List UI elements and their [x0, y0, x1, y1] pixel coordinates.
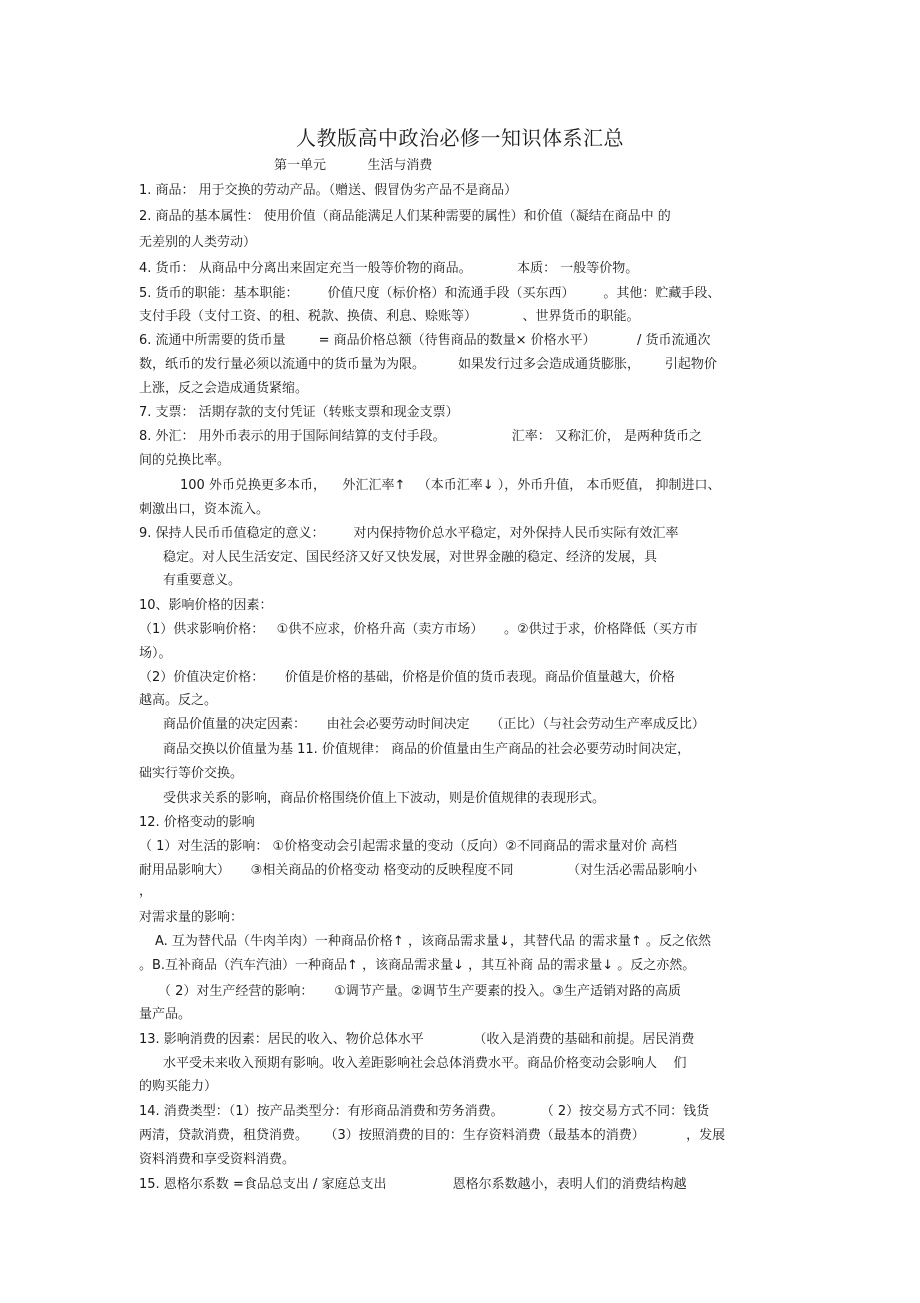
text-line: 数，纸币的发行量必须以流通中的货币量为为限。 如果发行过多会造成通货膨胀， 引起物价 [139, 357, 717, 372]
text-line: 商品交换以价值量为基 11. 价值规律： 商品的价值量由生产商品的社会必要劳动时间决定， [163, 742, 691, 757]
text-line: 8. 外汇： 用外币表示的用于国际间结算的支付手段。 汇率： 又称汇价， 是两种货币之 [139, 429, 703, 444]
text-line: 15. 恩格尔系数 =食品总支出 / 家庭总支出 恩格尔系数越小，表明人们的消费结构越 [139, 1177, 687, 1192]
text-line: 商品价值量的决定因素： 由社会必要劳动时间决定 （正比）（与社会劳动生产率成反比） [163, 717, 705, 732]
text-line: （ 2）对生产经营的影响： ①调节产量。②调节生产要素的投入。③生产适销对路的高质 [158, 984, 682, 999]
text-line: 稳定。对人民生活安定、国民经济又好又快发展，对世界金融的稳定、经济的发展，具 [163, 550, 658, 565]
text-line: 场）。 [139, 646, 172, 661]
text-line: 资料消费和享受资料消费。 [139, 1152, 296, 1167]
text-line: 水平受未来收入预期有影响。收入差距影响社会总体消费水平。商品价格变动会影响人 们 [163, 1056, 687, 1071]
document-title: 人教版高中政治必修一知识体系汇总 [296, 126, 624, 150]
text-line: （1）供求影响价格： ①供不应求，价格升高（卖方市场） 。②供过于求，价格降低（买方市 [139, 622, 698, 637]
text-line: 4. 货币： 从商品中分离出来固定充当一般等价物的商品。 本质： 一般等价物。 [139, 261, 639, 276]
text-line: 100 外币兑换更多本币， 外汇汇率↑ （本币汇率↓ ），外币升值， 本币贬值， 抑制进口、 [180, 478, 721, 493]
text-line: 刺激出口，资本流入。 [139, 502, 270, 517]
text-line: 间的兑换比率。 [139, 453, 231, 468]
text-line: 。B.互补商品（汽车汽油）一种商品↑ ，该商品需求量↓ ，其互补商 品的需求量↓ 。反之亦然。 [139, 958, 696, 973]
text-line: 支付手段（支付工资、的租、税款、换债、利息、赊账等） 、世界货币的职能。 [139, 309, 640, 324]
text-line: 有重要意义。 [163, 573, 242, 588]
text-line: 对需求量的影响： [139, 910, 244, 925]
text-line: 上涨，反之会造成通货紧缩。 [139, 381, 309, 396]
text-line: 2. 商品的基本属性： 使用价值（商品能满足人们某种需要的属性）和价值（凝结在商品中 的 [139, 209, 671, 224]
text-line: （ 1）对生活的影响： ①价格变动会引起需求量的变动（反向）②不同商品的需求量对价 高档 [139, 839, 677, 854]
text-line: 两清，贷款消费，租贷消费。 （3）按照消费的目的：生存资料消费（最基本的消费） ，发展 [139, 1128, 726, 1143]
text-line: ， [139, 884, 153, 899]
text-line: 的购买能力） [139, 1079, 218, 1094]
text-line: （2）价值决定价格： 价值是价格的基础，价格是价值的货币表现。商品价值量越大，价格 [139, 670, 675, 685]
text-line: 无差别的人类劳动） [139, 235, 257, 250]
text-line: 14. 消费类型：（1）按产品类型分：有形商品消费和劳务消费。 （ 2）按交易方式不同：钱货 [139, 1104, 710, 1119]
text-line: 7. 支票： 活期存款的支付凭证（转账支票和现金支票） [139, 405, 459, 420]
text-line: 10、影响价格的因素： [139, 598, 273, 613]
text-line: 量产品。 [139, 1007, 192, 1022]
text-line: 耐用品影响大） ③相关商品的价格变动 格变动的反映程度不同 （对生活必需品影响小 [139, 863, 698, 878]
text-line: A. 互为替代品（牛肉羊肉）一种商品价格↑ ，该商品需求量↓，其替代品 的需求量↑ 。反之依然 [155, 934, 712, 949]
text-line: 12. 价格变动的影响 [139, 815, 255, 830]
text-line: 9. 保持人民币币值稳定的意义： 对内保持物价总水平稳定，对外保持人民币实际有效汇率 [139, 526, 679, 541]
text-line: 1. 商品： 用于交换的劳动产品。（赠送、假冒伪劣产品不是商品） [139, 183, 518, 198]
text-line: 5. 货币的职能：基本职能： 价值尺度（标价格）和流通手段（买东西） 。其他：贮藏手段、 [139, 286, 721, 301]
text-line: 越高。反之。 [139, 693, 218, 708]
unit-heading: 第一单元 生活与消费 [274, 158, 433, 173]
text-line: 受供求关系的影响，商品价格围绕价值上下波动，则是价值规律的表现形式。 [163, 791, 606, 806]
text-line: 6. 流通中所需要的货币量 = 商品价格总额（待售商品的数量× 价格水平） / 货币流通次 [139, 333, 711, 348]
text-line: 13. 影响消费的因素：居民的收入、物价总体水平 （收入是消费的基础和前提。居民消费 [139, 1032, 695, 1047]
text-line: 础实行等价交换。 [139, 766, 244, 781]
